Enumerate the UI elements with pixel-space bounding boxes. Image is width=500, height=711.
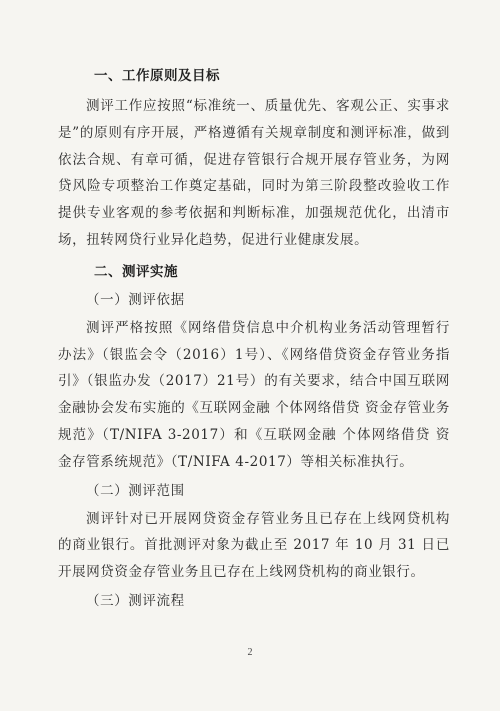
principles-paragraph: 测评工作应按照“标准统一、质量优先、客观公正、实事求是”的原则有序开展，严格遵循有关规章制度和测评标准，做到依法合规、有章可循，促进存管银行合规开展存管业务，为网贷风险专项整治工作奠定基础，同时为第三阶段整改验收工作提供专业客观的参考依据和判断标准，加强规范优化，出清市场，扭转网贷行业异化趋势，促进行业健康发展。 bbox=[58, 98, 450, 248]
document-body bbox=[58, 66, 450, 616]
subheading-basis: （一）测评依据 bbox=[86, 291, 185, 308]
page-number: 2 bbox=[247, 647, 253, 658]
subheading-scope: （二）测评范围 bbox=[86, 482, 185, 499]
subheading-process: （三）测评流程 bbox=[86, 592, 185, 609]
scope-paragraph: 测评针对已开展网贷资金存管业务且已存在上线网贷机构的商业银行。首批测评对象为截止至 2017 年 10 月 31 日已开展网贷资金存管业务且已存在上线网贷机构的商业银行。 bbox=[58, 510, 450, 581]
basis-paragraph: 测评严格按照《网络借贷信息中介机构业务活动管理暂行办法》（银监会令（2016）1号）、《网络借贷资金存管业务指引》（银监办发（2017）21号）的有关要求，结合中国互联网金融协会发布实施的《互联网金融 个体网络借贷 资金存管业务规范》（T/NIFA 3-2017）和《互联网金融 个体网络借贷 资金存管系统规范》（T/NIFA 4-2017）等相关标准执行。 bbox=[58, 319, 450, 470]
section-heading-implementation: 二、测评实施 bbox=[94, 263, 178, 280]
section-heading-principles: 一、工作原则及目标 bbox=[94, 68, 220, 84]
